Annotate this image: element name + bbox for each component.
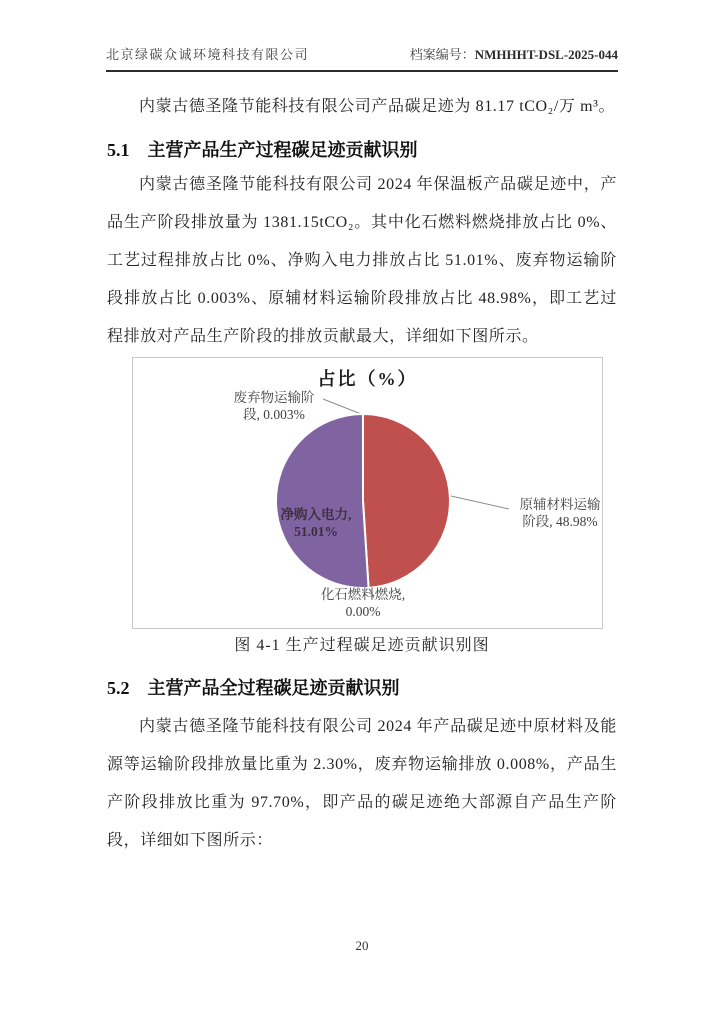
company-name: 北京绿碳众诚环境科技有限公司 <box>106 47 310 62</box>
section-5-2-heading <box>107 674 617 700</box>
intro-paragraph: 内蒙古德圣隆节能科技有限公司产品碳足迹为 81.17 tCO₂/万 m³。 <box>139 98 616 115</box>
section-5-1-number: 5.1 <box>107 140 130 160</box>
label-raw-materials-transport <box>510 496 610 530</box>
label-electricity-line1: 净购入电力, <box>280 507 352 522</box>
label-waste-transport <box>219 389 329 423</box>
section-5-2-number: 5.2 <box>107 678 130 698</box>
doc-number-value: NMHHHT-DSL-2025-044 <box>474 47 618 62</box>
section-5-1-title: 主营产品生产过程碳足迹贡献识别 <box>147 140 418 160</box>
label-fossil-line2: 0.00% <box>345 604 381 619</box>
section-5-1-paragraph: 内蒙古德圣隆节能科技有限公司 2024 年保温板产品碳足迹中，产品生产阶段排放量为 1381.15tCO₂。其中化石燃料燃烧排放占比 0%、工艺过程排放占比 0%、净购入电力排放占比 51.01%、废弃物运输阶段排放占比 0.003%、原辅材料运输阶段排放占比 48.98%，即工艺过程排放对产品生产阶段的排放贡献最大，详细如下图所示。 <box>107 176 617 345</box>
label-purchased-electricity <box>266 506 366 540</box>
label-fossil-line1: 化石燃料燃烧, <box>320 587 406 602</box>
label-electricity-line2: 51.01% <box>294 524 338 539</box>
pie-slice <box>363 414 450 588</box>
doc-number-label: 档案编号： <box>409 47 475 62</box>
section-5-2-title: 主营产品全过程碳足迹贡献识别 <box>147 678 400 698</box>
label-fossil-fuel <box>301 586 425 620</box>
section-5-2-paragraph: 内蒙古德圣隆节能科技有限公司 2024 年产品碳足迹中原材料及能源等运输阶段排放量比重为 2.30%，废弃物运输排放 0.008%，产品生产阶段排放比重为 97.70%，即产品的碳足迹绝大部源自产品生产阶段，详细如下图所示： <box>107 718 617 849</box>
label-waste-line2: 段, 0.003% <box>243 407 305 422</box>
leader-line-materials <box>451 496 509 509</box>
section-5-1-heading <box>107 136 617 162</box>
label-materials-line2: 阶段, 48.98% <box>522 514 598 529</box>
pie-slice <box>276 414 369 588</box>
page-number: 20 <box>355 938 369 953</box>
label-waste-line1: 废弃物运输阶 <box>233 390 315 405</box>
page-header <box>106 44 618 72</box>
chart-title: 占比（%） <box>317 369 418 389</box>
doc-number <box>410 44 618 63</box>
label-materials-line1: 原辅材料运输 <box>519 497 601 512</box>
pie-chart-figure <box>132 357 603 629</box>
figure-caption: 图 4-1 生产过程碳足迹贡献识别图 <box>234 637 490 654</box>
